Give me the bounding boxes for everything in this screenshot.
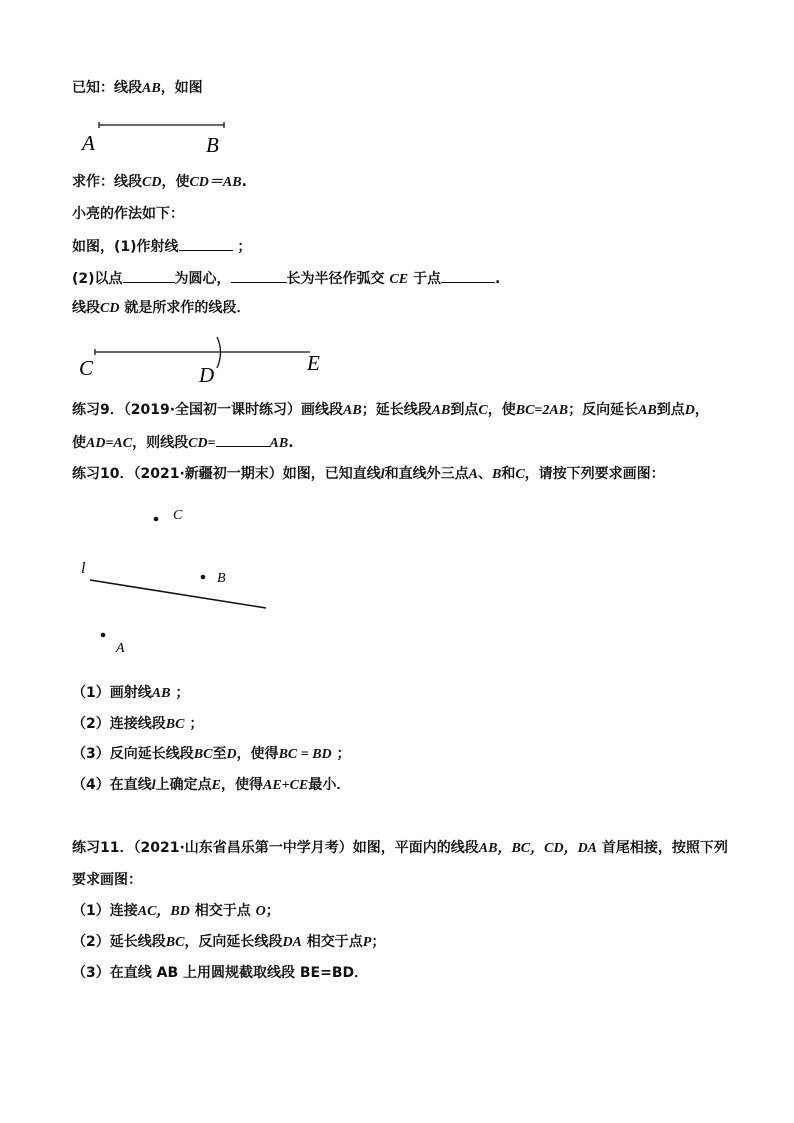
exercise-11-q2: （2）延长线段BC，反向延长线段DA 相交于点P； xyxy=(72,934,386,950)
step-1: 如图，(1)作射线 ； xyxy=(72,236,251,257)
point-label-e: E xyxy=(307,351,320,375)
point-c xyxy=(154,517,159,522)
answer-blank[interactable] xyxy=(231,268,287,283)
point-b xyxy=(201,575,206,580)
answer-blank[interactable] xyxy=(179,236,233,251)
answer-blank[interactable] xyxy=(123,268,175,283)
conclusion-line: 线段CD 就是所求作的线段． xyxy=(72,300,251,316)
exercise-10-q3: （3）反向延长线段BC至D，使得BC = BD ； xyxy=(72,746,351,762)
given-line: 已知：线段AB，如图 xyxy=(72,80,203,96)
point-label-d: D xyxy=(199,363,215,386)
point-label-a: A xyxy=(116,641,125,656)
point-label-a: A xyxy=(82,131,95,155)
exercise-9-line-2: 使AD=AC，则线段CD= AB. xyxy=(72,432,294,454)
point-label-c: C xyxy=(79,356,94,380)
point-label-b: B xyxy=(206,133,219,157)
exercise-10-q4: （4）在直线l上确定点E，使得AE+CE最小． xyxy=(72,777,351,793)
exercise-11-line-1: 练习11．（2021·山东省昌乐第一中学月考）如图，平面内的线段AB，BC，CD，DA 首尾相接，按照下列 xyxy=(72,840,728,856)
exercise-9-line-1: 练习9．（2019·全国初一课时练习）画线段AB；延长线段AB到点C，使BC=2AB；反向延长AB到点D， xyxy=(72,402,709,418)
answer-blank[interactable] xyxy=(216,432,270,447)
point-a xyxy=(101,633,106,638)
exercise-11-q3: （3）在直线 AB 上用圆规截取线段 BE=BD． xyxy=(72,965,369,981)
answer-blank[interactable] xyxy=(441,268,495,283)
line-label-l: l xyxy=(81,560,86,577)
figure-line-and-points xyxy=(72,500,292,660)
figure-ray-ce xyxy=(72,334,342,386)
exercise-10-q1: （1）画射线AB ； xyxy=(72,685,190,701)
figure-segment-ab xyxy=(72,112,242,160)
point-label-c: C xyxy=(173,508,183,523)
step-2: (2)以点 为圆心， 长为半径作弧交 CE 于点 . xyxy=(72,268,500,290)
exercise-10-title: 练习10．（2021·新疆初一期末）如图，已知直线l和直线外三点A、B和C，请按下列要求画图： xyxy=(72,466,665,482)
point-label-b: B xyxy=(217,571,226,586)
exercise-11-q1: （1）连接AC，BD 相交于点 O； xyxy=(72,903,280,919)
line-l xyxy=(90,580,266,608)
exercise-10-q2: （2）连接线段BC ； xyxy=(72,716,204,732)
construct-line: 求作：线段CD，使CD＝AB. xyxy=(72,174,247,190)
method-intro: 小亮的作法如下： xyxy=(72,206,184,222)
exercise-11-line-2: 要求画图： xyxy=(72,872,142,888)
